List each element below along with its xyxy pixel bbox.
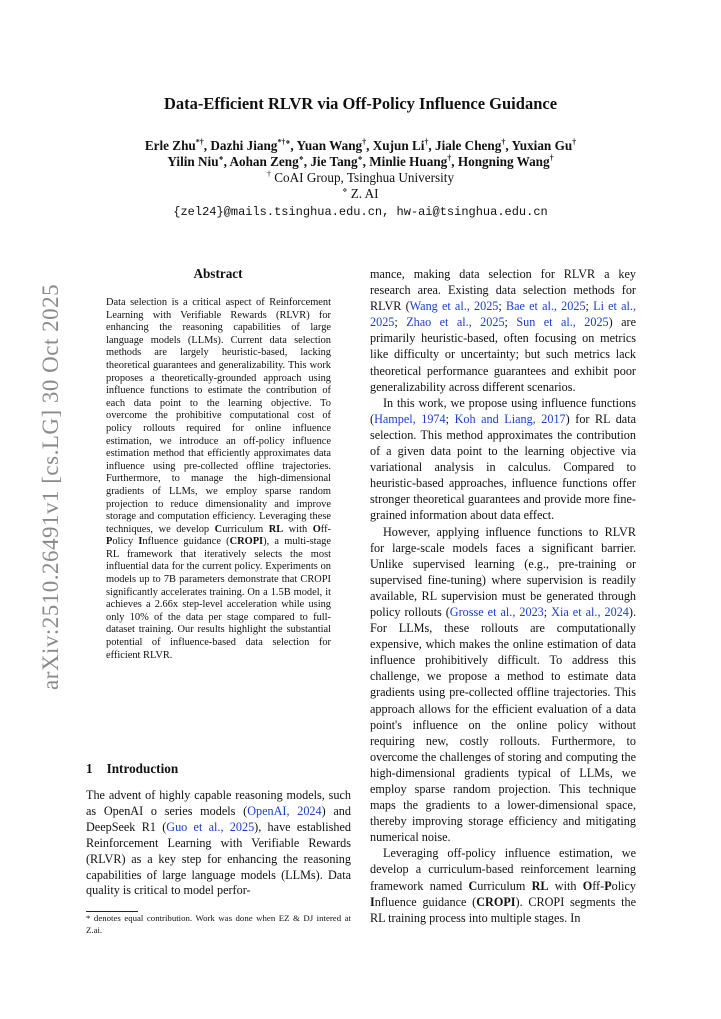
author-mark: † — [447, 153, 452, 163]
citation-link[interactable]: Sun et al., 2025 — [516, 315, 609, 330]
affiliation-mark: † — [266, 169, 271, 179]
arxiv-side-stamp: arXiv:2510.26491v1 [cs.LG] 30 Oct 2025 — [38, 283, 63, 690]
citation-link[interactable]: Guo et al., 2025 — [166, 819, 255, 834]
author-mark: ⋄ — [218, 153, 224, 163]
author-mark: † — [424, 137, 429, 147]
author: Dazhi Jiang — [210, 138, 278, 153]
author: Yilin Niu — [167, 154, 219, 169]
citation-link[interactable]: Bae et al., 2025 — [505, 299, 586, 314]
affiliation-1: † CoAI Group, Tsinghua University — [266, 169, 455, 185]
section-number: 1 — [86, 761, 93, 776]
author-mark: ⋄ — [298, 153, 304, 163]
citation-link[interactable]: Xia et al., 2024 — [551, 604, 629, 619]
author-line-2: Yilin Niu⋄, Aohan Zeng⋄, Jie Tang⋄, Minlie Huang†, Hongning Wang† — [167, 153, 554, 169]
author-mark: ⋄ — [357, 153, 363, 163]
abstract-text: Data selection is a critical aspect of Reinforcement Learning with Verifiable Rewards (RLVR) for enhancing the reasoning capabilities of large language models (LLMs). Current data selection methods are largely heuristic-based, lacking theoretical guarantees and generalizability. This work proposes a theoretically-grounded approach using influence functions to estimate the contribution of each data point to the learning objective. To overcome the prohibitive computational cost of policy rollouts required for online influence estimation, we introduce an off-policy influence estimation method that efficiently approximates data influence using pre-collected offline trajectories. Furthermore, to manage the high-dimensional gradients of LLMs, we employ sparse random projection to reduce dimensionality and improve storage and computation efficiency. Leveraging these techniques, we develop Curriculum RL with Off-Policy Influence guidance (CROPI), a multi-stage RL framework that iteratively selects the most influential data for the current policy. Experiments on models up to 7B parameters demonstrate that CROPI significantly accelerates training. On a 1.5B model, it achieves a 2.66x step-level acceleration while using only 10% of the data per stage compared to full-dataset training. Our results highlight the substantial potential of influence-based data selection for efficient RLVR. — [106, 297, 331, 661]
citation-link[interactable]: Zhao et al., 2025 — [406, 315, 505, 330]
author: Erle Zhu — [144, 138, 196, 153]
citation-link[interactable]: Hampel, 1974 — [374, 411, 446, 426]
author-mark: † — [501, 137, 506, 147]
affiliation-mark: ⋄ — [342, 185, 348, 195]
citation-link[interactable]: OpenAI, 2024 — [247, 803, 322, 818]
paper-title: Data-Efficient RLVR via Off-Policy Influence Guidance — [163, 94, 558, 113]
footnote-rule — [86, 911, 138, 912]
author: Jiale Cheng — [435, 138, 502, 153]
author: Aohan Zeng — [229, 154, 299, 169]
author-mark: † — [362, 137, 367, 147]
right-column — [370, 266, 636, 926]
author-line-1: Erle Zhu*†, Dazhi Jiang*†⋄, Yuan Wang†, Xujun Li†, Jiale Cheng†, Yuxian Gu† — [144, 137, 577, 153]
author: Minlie Huang — [369, 154, 448, 169]
author: Yuxian Gu — [511, 138, 573, 153]
author-mark: † — [572, 137, 577, 147]
paragraph: mance, making data selection for RLVR a key research area. Existing data selection methods for RLVR (Wang et al., 2025; Bae et al., 2025; Li et al., 2025; Zhao et al., 2025; Sun et al., 2025) are primarily heuristic-based, often focusing on metrics like difficulty or uncertainty; but such metrics lack theoretical performance guarantees and exhibit poor generalizability across different scenarios. — [370, 267, 637, 394]
citation-link[interactable]: Wang et al., 2025 — [409, 299, 499, 314]
citation-link[interactable]: Li et al., 2025 — [370, 299, 637, 330]
abstract-heading: Abstract — [193, 266, 243, 281]
author: Hongning Wang — [457, 154, 550, 169]
author-block — [0, 138, 721, 220]
affiliation-2: ⋄ Z. AI — [342, 185, 379, 201]
author: Yuan Wang — [296, 138, 363, 153]
author-mark: † — [549, 153, 554, 163]
paragraph: However, applying influence functions to RLVR for large-scale models faces a significant barrier. Unlike supervised learning (e.g., pre-training or supervised fine-tuning) where supervision is readily available, RL supervision must be generated through policy rollouts (Grosse et al., 2023; Xia et al., 2024). For LLMs, these rollouts are computationally expensive, which makes the online estimation of data influence prohibitively difficult. To address this challenge, we propose a method to estimate data gradients using pre-collected offline trajectories. This approach allows for the efficient evaluation of a data point's influence on the online policy without requiring new, costly rollouts. Furthermore, to overcome the challenges of storing and computing the high-dimensional gradients typical of LLMs, we employ sparse random projection. This technique maps the gradients to a lower-dimensional space, thereby improving storage efficiency and mitigating numerical noise. — [370, 524, 636, 845]
intro-paragraph: The advent of highly capable reasoning models, such as OpenAI o series models (OpenAI, 2024) and DeepSeek R1 (Guo et al., 2025), have established Reinforcement Learning with Verifiable Rewards (RLVR) as a key step for enhancing the reasoning capabilities of large language models (LLMs). Data quality is critical to model perfor- — [86, 788, 352, 898]
author-mark: *†⋄ — [277, 137, 291, 147]
paragraph: Leveraging off-policy influence estimation, we develop a curriculum-based reinforcement learning framework named Curriculum RL with Off-Policy Influence guidance (CROPI). CROPI segments the RL training process into multiple stages. In — [370, 846, 637, 925]
author-mark: *† — [195, 137, 204, 147]
section-heading-introduction — [86, 761, 178, 777]
author-emails: {zel24}@mails.tsinghua.edu.cn, hw-ai@tsinghua.edu.cn — [173, 205, 548, 219]
author: Jie Tang — [310, 154, 358, 169]
paragraph: In this work, we propose using influence functions (Hampel, 1974; Koh and Liang, 2017) for RL data selection. This method approximates the contribution of a given data point to the learning objective via variational analysis in calculus. Compared to heuristic-based approaches, influence functions offer stronger theoretical guarantees and provide more fine-grained information about data effect. — [370, 395, 636, 523]
citation-link[interactable]: Koh and Liang, 2017 — [454, 411, 566, 426]
citation-link[interactable]: Grosse et al., 2023 — [449, 604, 544, 619]
footnote: * denotes equal contribution. Work was done when EZ & DJ intered at Z.ai. — [86, 913, 351, 935]
author: Xujun Li — [372, 138, 425, 153]
section-title: Introduction — [106, 761, 179, 776]
